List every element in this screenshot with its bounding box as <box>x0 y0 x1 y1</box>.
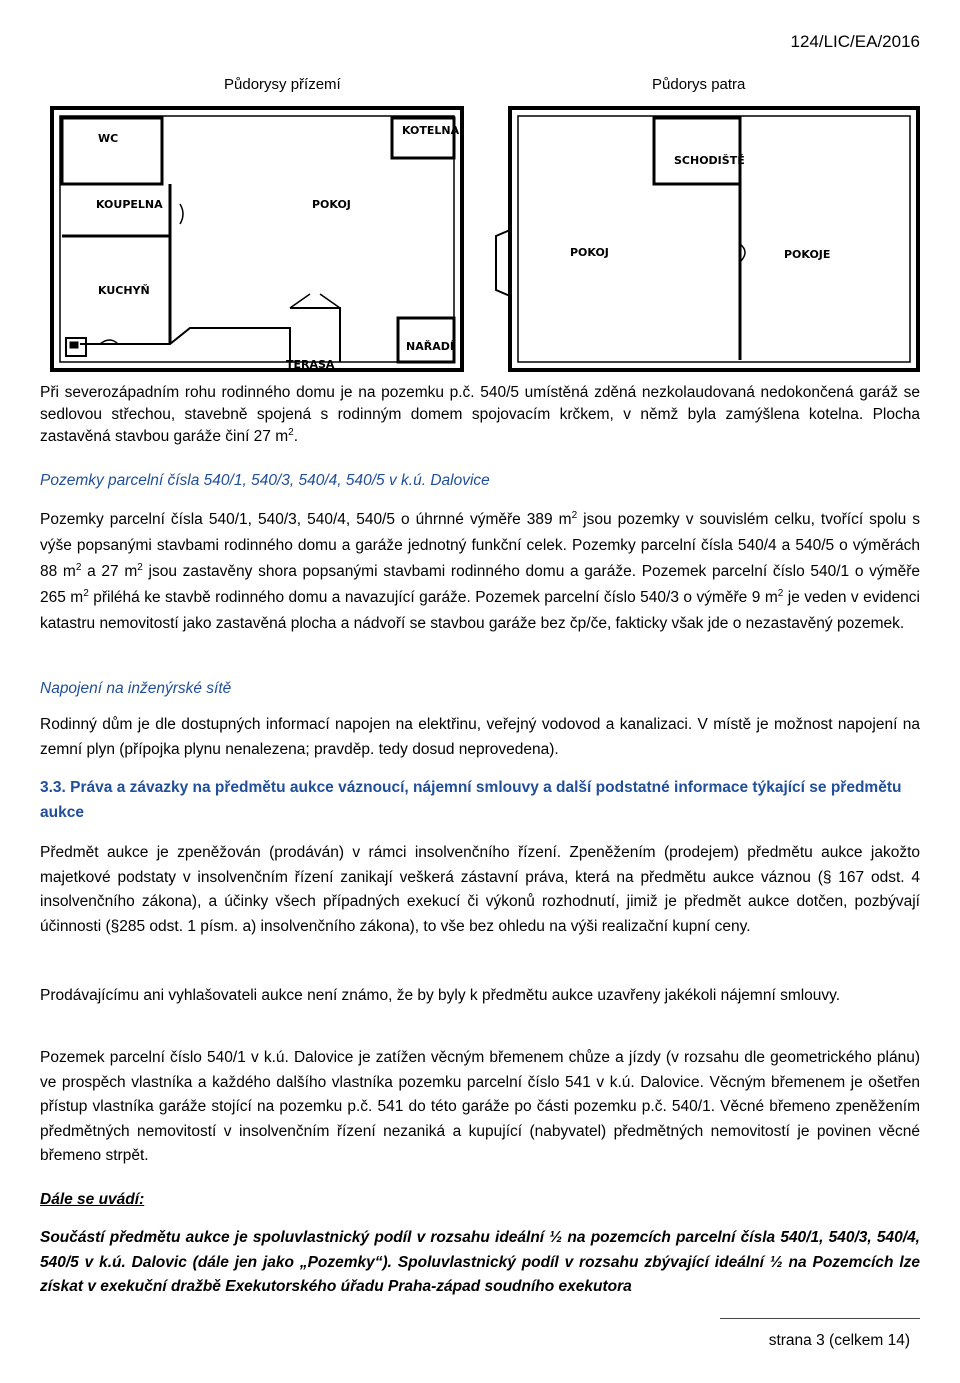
further-heading: Dále se uvádí: <box>40 1191 145 1208</box>
sup-4: 2 <box>83 587 89 599</box>
label-pokoje: POKOJE <box>784 248 831 261</box>
label-wc: WC <box>98 132 119 145</box>
label-naradi: NAŘADÍ <box>406 340 454 353</box>
label-schodiste: SCHODIŠTĚ <box>674 154 745 167</box>
intro-paragraph <box>40 382 920 448</box>
document-id: 124/LIC/EA/2016 <box>790 32 920 51</box>
intro-sup: 2 <box>288 426 294 438</box>
sup-3: 2 <box>137 561 143 573</box>
ground-floor-caption: Půdorysy přízemí <box>224 76 341 93</box>
section-3-3-heading: 3.3. Práva a závazky na předmětu aukce váznoucí, nájemní smlouvy a další podstatné informace týkající se předmětu aukce <box>40 779 902 821</box>
label-pokoj-floor: POKOJ <box>570 246 609 259</box>
parcels-text-6: je veden v evidenci katastru nemovitostí jako zastavěná plocha a nádvoří se stavbou garáže bez čp/če, fakticky však jde o nezastavěný pozemek. <box>40 589 920 632</box>
floor-plans <box>40 104 920 374</box>
further-paragraph: Součástí předmětu aukce je spoluvlastnický podíl v rozsahu ideální ½ na pozemcích parcelní čísla 540/1, 540/3, 540/4, 540/5 v k.ú. Dalovic (dále jen jako „Pozemky“). Spoluvlastnický podíl v rozsahu zbývající ideální ½ na Pozemcích lze získat v exekuční dražbě Exekutorského úřadu Praha-západ soudního exekutora <box>40 1229 920 1295</box>
parcels-text-1: Pozemky parcelní čísla 540/1, 540/3, 540/4, 540/5 o úhrnné výměře 389 m <box>40 511 572 528</box>
sup-5: 2 <box>777 587 784 599</box>
parcels-text-2: jsou pozemky v souvislém celku, tvořící spolu s výše popsanými stavbami rodinného domu a garáže jednotný funkční celek. Pozemky parcelní čísla 540/4 a 540/5 o výměrách 88 m <box>40 511 920 580</box>
page-number: strana 3 (celkem 14) <box>768 1332 910 1349</box>
parcels-text-4: jsou zastavěny shora popsanými stavbami rodinného domu a garáže. Pozemek parcelní číslo 540/1 o výměře 265 m <box>40 563 920 606</box>
networks-paragraph: Rodinný dům je dle dostupných informací napojen na elektřinu, veřejný vodovod a kanalizaci. V místě je možnost napojení na zemní plyn (přípojka plynu nenalezena; pravděp. tedy dosud neprovedena). <box>40 716 920 758</box>
upper-floor-caption: Půdorys patra <box>652 76 746 93</box>
intro-end: . <box>293 428 299 445</box>
auction-paragraph-2: Prodávajícímu ani vyhlašovateli aukce není známo, že by byly k předmětu aukce uzavřeny jakékoli nájemní smlouvy. <box>40 987 841 1004</box>
label-terasa: TERASA <box>286 358 335 371</box>
parcels-paragraph <box>40 507 920 637</box>
footer-divider <box>720 1318 920 1319</box>
plan-captions <box>0 76 960 98</box>
label-kotelna: KOTELNA <box>402 124 460 137</box>
label-pokoj-ground: POKOJ <box>312 198 351 211</box>
parcels-text-5: přiléhá ke stavbě rodinného domu a navazující garáže. Pozemek parcelní číslo 540/3 o výměře 9 m <box>88 589 778 606</box>
label-koupelna: KOUPELNA <box>96 198 163 211</box>
label-kuchyne: KUCHYŇ <box>98 284 150 297</box>
parcels-heading: Pozemky parcelní čísla 540/1, 540/3, 540/4, 540/5 v k.ú. Dalovice <box>40 472 490 489</box>
ground-floor-plan <box>52 108 462 370</box>
intro-text: Při severozápadním rohu rodinného domu je na pozemku p.č. 540/5 umístěná zděná nezkolaudovaná nedokončená garáž se sedlovou střechou, stavebně spojená s rodinným domem spojovacím krčkem, v němž byla zamýšlena kotelna. Plocha zastavěná stavbou garáže činí 27 m <box>40 384 920 445</box>
upper-floor-plan <box>496 108 918 370</box>
auction-paragraph-3: Pozemek parcelní číslo 540/1 v k.ú. Dalovice je zatížen věcným břemenem chůze a jízdy (v rozsahu dle geometrického plánu) ve prospěch vlastníka a každého dalšího vlastníka pozemku parcelní číslo 541 v k.ú. Dalovice. Věcným břemenem je ošetřen přístup vlastníka garáže stojící na pozemku p.č. 541 do této garáže po části pozemku p.č. 540/1. Věcné břemeno zpeněžením předmětných nemovitostí v insolvenčním řízení nezaniká a kupující (nabyvatel) předmětných nemovitostí je povinen věcné břemeno strpět. <box>40 1049 920 1164</box>
sup-2: 2 <box>75 561 82 573</box>
auction-paragraph-1: Předmět aukce je zpeněžován (prodáván) v rámci insolvenčního řízení. Zpeněžením (prodejem) předmětu aukce jakožto majetkové podstaty v insolvenčním řízení zanikají veškerá zástavní práva, která na předmětu aukce váznou (§ 167 odst. 4 insolvenčního zákona), a účinky všech případných exekucí či výkonů rozhodnutí, jimiž je předmět aukce dotčen, pozbývají účinnosti (§285 odst. 1 písm. a) insolvenčního zákona), to vše bez ohledu na výši realizační kupní ceny. <box>40 844 920 935</box>
networks-heading: Napojení na inženýrské sítě <box>40 680 232 697</box>
sup-1: 2 <box>571 509 578 521</box>
parcels-text-3: a 27 m <box>81 563 138 580</box>
